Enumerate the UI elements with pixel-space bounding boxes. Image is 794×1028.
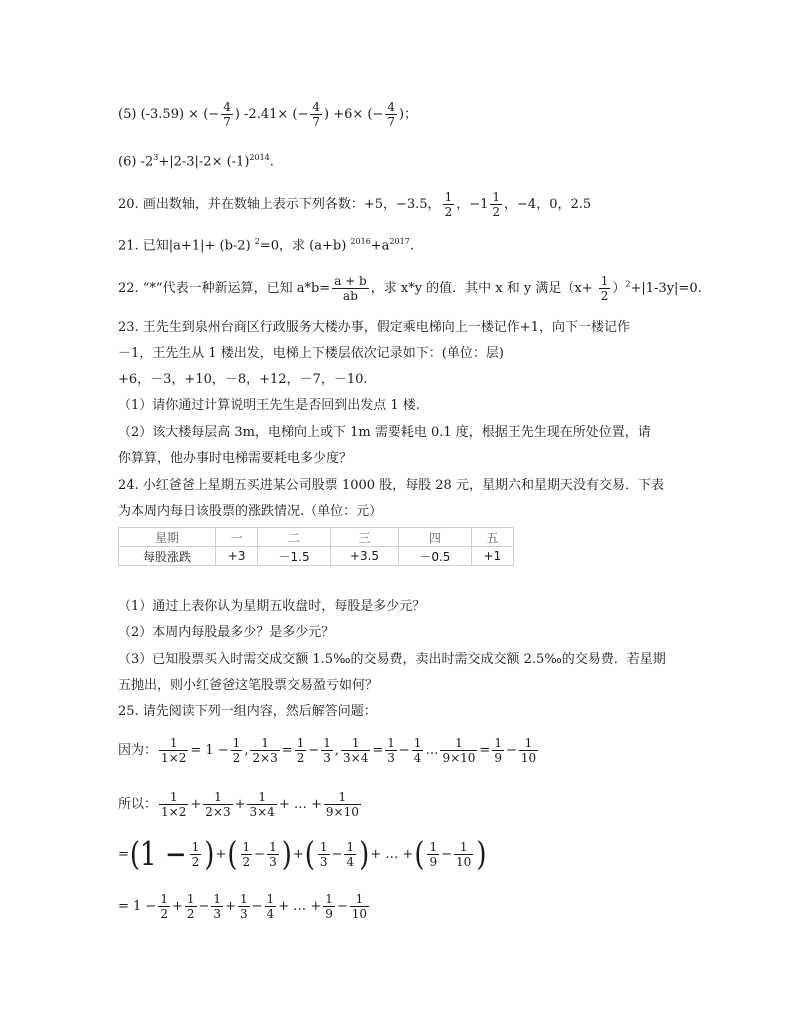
mixed-number-whole: −1: [469, 197, 489, 212]
fraction-half: [490, 190, 502, 219]
q23-line-2: －1，王先生从 1 楼出发，电梯上下楼层依次记录如下：(单位：层): [118, 346, 504, 361]
denominator: 3: [213, 907, 222, 921]
fraction: [231, 736, 243, 765]
q21-line: [118, 232, 414, 256]
table-header-cell: 五: [471, 528, 513, 547]
fraction: [519, 736, 538, 765]
q21-text-c: +a: [370, 238, 390, 254]
fraction: [267, 840, 279, 869]
q23-line-3: +6，－3，+10，－8，+12，－7，－10.: [118, 372, 368, 387]
denominator: 4: [266, 907, 275, 921]
table-cell: +3: [216, 547, 258, 566]
fraction: [350, 892, 369, 921]
numerator: 1: [346, 840, 355, 854]
comma: ,: [334, 743, 340, 758]
denominator: 3: [269, 855, 277, 869]
denominator: 2: [492, 205, 501, 219]
q22-text-b: ，求 x*y 的值．其中 x 和 y 满足（x+: [370, 281, 597, 296]
denominator: 1×2: [161, 805, 187, 819]
numerator: 1: [494, 736, 502, 750]
q23-line-4: （1）请你通过计算说明王先生是否回到出发点 1 楼.: [118, 398, 420, 413]
denominator: 2: [600, 289, 609, 303]
numerator: 1: [325, 892, 333, 906]
q24-question-2: （2）本周内每股最多少？是多少元？: [118, 625, 335, 640]
denominator: 2: [186, 907, 195, 921]
table-header-cell: 三: [330, 528, 398, 547]
denominator: 10: [520, 751, 537, 765]
numerator: 1: [492, 190, 501, 204]
denominator: 4: [413, 751, 422, 765]
numerator: 1: [213, 892, 222, 906]
denominator: 7: [387, 115, 396, 129]
separator: ，: [456, 197, 470, 212]
numerator: 1: [250, 736, 279, 751]
fraction-4-7: [310, 100, 322, 129]
table-cell: +1: [471, 547, 513, 566]
plus: +: [225, 899, 236, 914]
table-header-cell: 一: [216, 528, 258, 547]
left-paren: (: [414, 835, 425, 874]
comma: ,: [244, 743, 249, 758]
q19-5-line: [118, 100, 417, 129]
numerator: a + b: [334, 274, 367, 288]
denominator: 7: [223, 115, 231, 129]
q19-5-text-2: ) -2.41× (: [234, 107, 298, 122]
table-row: [119, 547, 514, 566]
q22-text-d: +|1-3y|=0.: [630, 281, 702, 296]
fraction: [211, 892, 223, 921]
left-paren: (: [304, 835, 315, 874]
fraction: [323, 892, 335, 921]
q19-6-line: [118, 148, 274, 172]
q25-telescoped-line: [118, 892, 371, 921]
denominator: 10: [351, 907, 368, 921]
minus-sign: −: [372, 107, 384, 122]
q25-because-line: [118, 736, 540, 765]
minus: −: [336, 899, 348, 914]
numerator: 1: [266, 892, 275, 906]
fraction: [385, 736, 397, 765]
exponent: 2: [625, 279, 631, 289]
denominator: 3: [387, 751, 395, 765]
table-cell: 每股涨跌: [119, 547, 216, 566]
plus-ellipsis: + … +: [278, 899, 322, 914]
denominator: 2: [191, 855, 200, 869]
denominator: 9: [429, 855, 438, 869]
plus: +: [190, 797, 202, 812]
minus: −: [198, 899, 210, 914]
plus-ellipsis: + … +: [278, 797, 322, 812]
q24-line-2: 为本周内每日该股票的涨跌情况.（单位：元）: [118, 504, 383, 519]
denominator: 9×10: [325, 805, 359, 819]
q21-text-a: 21. 已知|a+1|+ (b-2): [118, 238, 255, 254]
because-label: 因为：: [118, 743, 158, 758]
minus: −: [251, 899, 263, 914]
stock-change-table: [118, 527, 514, 566]
numerator: 1: [296, 736, 305, 750]
q19-5-text-1: (-3.59) × (: [140, 107, 209, 122]
plus: +: [234, 797, 246, 812]
equals: =: [479, 743, 491, 758]
numerator: 1: [440, 736, 477, 751]
q23-line-1: 23. 王先生到泉州台商区行政服务大楼办事，假定乘电梯向上一楼记作+1，向下一楼记作: [118, 320, 630, 335]
q20-label: 20.: [118, 197, 139, 212]
numerator: 1: [160, 892, 168, 906]
fraction: [159, 790, 188, 819]
table-cell: －0.5: [399, 547, 472, 566]
denominator: 9×10: [442, 751, 476, 765]
q25-intro: 25. 请先阅读下列一组内容，然后解答问题：: [118, 704, 377, 719]
table-cell: －1.5: [258, 547, 331, 566]
fraction: [247, 790, 276, 819]
minus-sign: −: [208, 107, 220, 122]
q20-text-tail: ，−4，0，2.5: [504, 197, 592, 212]
numerator: 1: [269, 840, 277, 854]
numerator: 1: [323, 736, 331, 750]
fraction: [185, 892, 197, 921]
q19-5-text-4: )；: [399, 107, 418, 122]
numerator: 1: [319, 840, 328, 854]
fraction: [238, 892, 250, 921]
minus: −: [441, 847, 453, 862]
numerator: 1: [159, 736, 188, 751]
numerator: 1: [454, 840, 473, 855]
minus-sign: −: [297, 107, 309, 122]
q25-so-line: [118, 790, 363, 819]
plus: +: [171, 899, 183, 914]
q24-question-1: （1）通过上表你认为星期五收盘时，每股是多少元？: [118, 599, 426, 614]
denominator: 3: [323, 751, 331, 765]
fraction: [427, 840, 439, 869]
fraction: [241, 840, 253, 869]
fraction-4-7: [385, 100, 397, 129]
fraction: [321, 736, 333, 765]
fraction: [454, 840, 473, 869]
numerator: 1: [247, 790, 276, 805]
ellipsis: …: [425, 743, 439, 758]
denominator: 7: [312, 115, 321, 129]
plus: +: [215, 847, 227, 862]
numerator: 1: [413, 736, 422, 750]
denominator: 4: [346, 855, 355, 869]
denominator: 3×4: [343, 751, 369, 765]
denominator: ab: [343, 289, 358, 303]
table-cell: +3.5: [330, 547, 398, 566]
eq-one-minus: = 1 −: [118, 899, 157, 914]
numerator: 1: [341, 736, 370, 751]
q19-5-label: (5): [118, 107, 137, 122]
fraction: [158, 892, 170, 921]
numerator: 1: [232, 736, 241, 750]
numerator: 4: [223, 100, 231, 114]
fraction: [203, 790, 232, 819]
q24-question-3b: 五抛出，则小红爸爸这笔股票交易盈亏如何？: [118, 678, 379, 693]
plus-ellipsis: + … +: [370, 847, 414, 862]
table-header-cell: 二: [258, 528, 331, 547]
numerator: 1: [387, 736, 395, 750]
numerator: 1: [159, 790, 188, 805]
numerator: 4: [312, 100, 321, 114]
numerator: 1: [519, 736, 538, 751]
exponent: 2016: [350, 237, 371, 246]
numerator: 1: [350, 892, 369, 907]
denominator: 9: [325, 907, 333, 921]
fraction: [440, 736, 477, 765]
numerator: 1: [239, 892, 248, 906]
numerator: 1: [600, 274, 609, 288]
table-header-row: [119, 528, 514, 547]
exponent: 2014: [249, 153, 270, 162]
numerator: 1: [324, 790, 361, 805]
q20-line: [118, 190, 591, 219]
fraction-half: [599, 274, 611, 303]
denominator: 2×3: [252, 751, 278, 765]
q19-6-text-a: (6) -2: [118, 154, 154, 170]
q25-expanded-line: [118, 835, 487, 874]
fraction: [324, 790, 361, 819]
q19-6-text-b: +|2-3|-2× (-1): [158, 154, 250, 170]
q19-5-text-3: ) +6× (: [324, 107, 373, 122]
table-header-cell: 星期: [119, 528, 216, 547]
q22-text-a: 22. “*”代表一种新运算，已知 a*b=: [118, 281, 331, 296]
right-paren: ): [359, 835, 370, 874]
right-paren: ): [476, 835, 487, 874]
q20-text: 画出数轴，并在数轴上表示下列各数：+5，−3.5，: [142, 197, 441, 212]
right-paren: ): [204, 835, 215, 874]
numerator: 1: [429, 840, 438, 854]
so-label: 所以：: [118, 797, 158, 812]
denominator: 3: [319, 855, 328, 869]
numerator: 1: [203, 790, 232, 805]
table-header-cell: 四: [399, 528, 472, 547]
numerator: 4: [387, 100, 396, 114]
denominator: 2×3: [205, 805, 231, 819]
fraction-operation: [332, 274, 369, 303]
minus: −: [331, 847, 343, 862]
q23-line-5: （2）该大楼每层高 3m，电梯向上或下 1m 需要耗电 0.1 度，根据王先生现在所处位置，请: [118, 425, 651, 440]
fraction: [341, 736, 370, 765]
numerator: 1: [191, 840, 200, 854]
denominator: 1×2: [161, 751, 187, 765]
exponent: 3: [153, 153, 159, 162]
fraction: [412, 736, 424, 765]
minus: −: [505, 743, 517, 758]
denominator: 2: [232, 751, 241, 765]
fraction: [265, 892, 277, 921]
q22-line: [118, 274, 702, 303]
exponent: 2: [254, 237, 260, 246]
fraction-4-7: [221, 100, 233, 129]
q22-text-c: ）: [612, 281, 626, 296]
minus: −: [254, 847, 266, 862]
q24-line-1: 24. 小红爸爸上星期五买进某公司股票 1000 股，每股 28 元，星期六和星期天没有交易．下表: [118, 478, 664, 493]
fraction: [159, 736, 188, 765]
numerator: 1: [186, 892, 195, 906]
left-paren: (: [227, 835, 238, 874]
denominator: 3×4: [249, 805, 275, 819]
fraction: [344, 840, 356, 869]
plus: +: [292, 847, 304, 862]
right-paren: ): [281, 835, 292, 874]
minus: −: [308, 743, 320, 758]
exponent: 2017: [389, 237, 410, 246]
eq-one-minus: = 1 −: [190, 743, 229, 758]
minus: −: [398, 743, 410, 758]
denominator: 2: [296, 751, 305, 765]
fraction: [318, 840, 330, 869]
fraction: [190, 840, 202, 869]
denominator: 2: [160, 907, 168, 921]
numerator: 1: [444, 190, 453, 204]
q23-line-6: 你算算，他办事时电梯需要耗电多少度？: [118, 451, 353, 466]
fraction: [250, 736, 279, 765]
numerator: 1: [242, 840, 251, 854]
paren-group: (1 −: [129, 835, 187, 874]
q24-question-3a: （3）已知股票买入时需交成交额 1.5‰的交易费，卖出时需交成交额 2.5‰的交易费．若星期: [118, 652, 666, 667]
denominator: 9: [494, 751, 502, 765]
denominator: 2: [444, 205, 453, 219]
denominator: 3: [239, 907, 248, 921]
fraction-half: [443, 190, 455, 219]
denominator: 10: [456, 855, 472, 869]
fraction: [295, 736, 307, 765]
q21-text-d: .: [409, 238, 414, 254]
equals: =: [118, 847, 129, 862]
equals: =: [372, 743, 384, 758]
equals: =: [281, 743, 293, 758]
q21-text-b: =0，求 (a+b): [259, 238, 351, 254]
fraction: [492, 736, 504, 765]
denominator: 2: [242, 855, 251, 869]
q19-6-text-c: .: [269, 154, 274, 170]
